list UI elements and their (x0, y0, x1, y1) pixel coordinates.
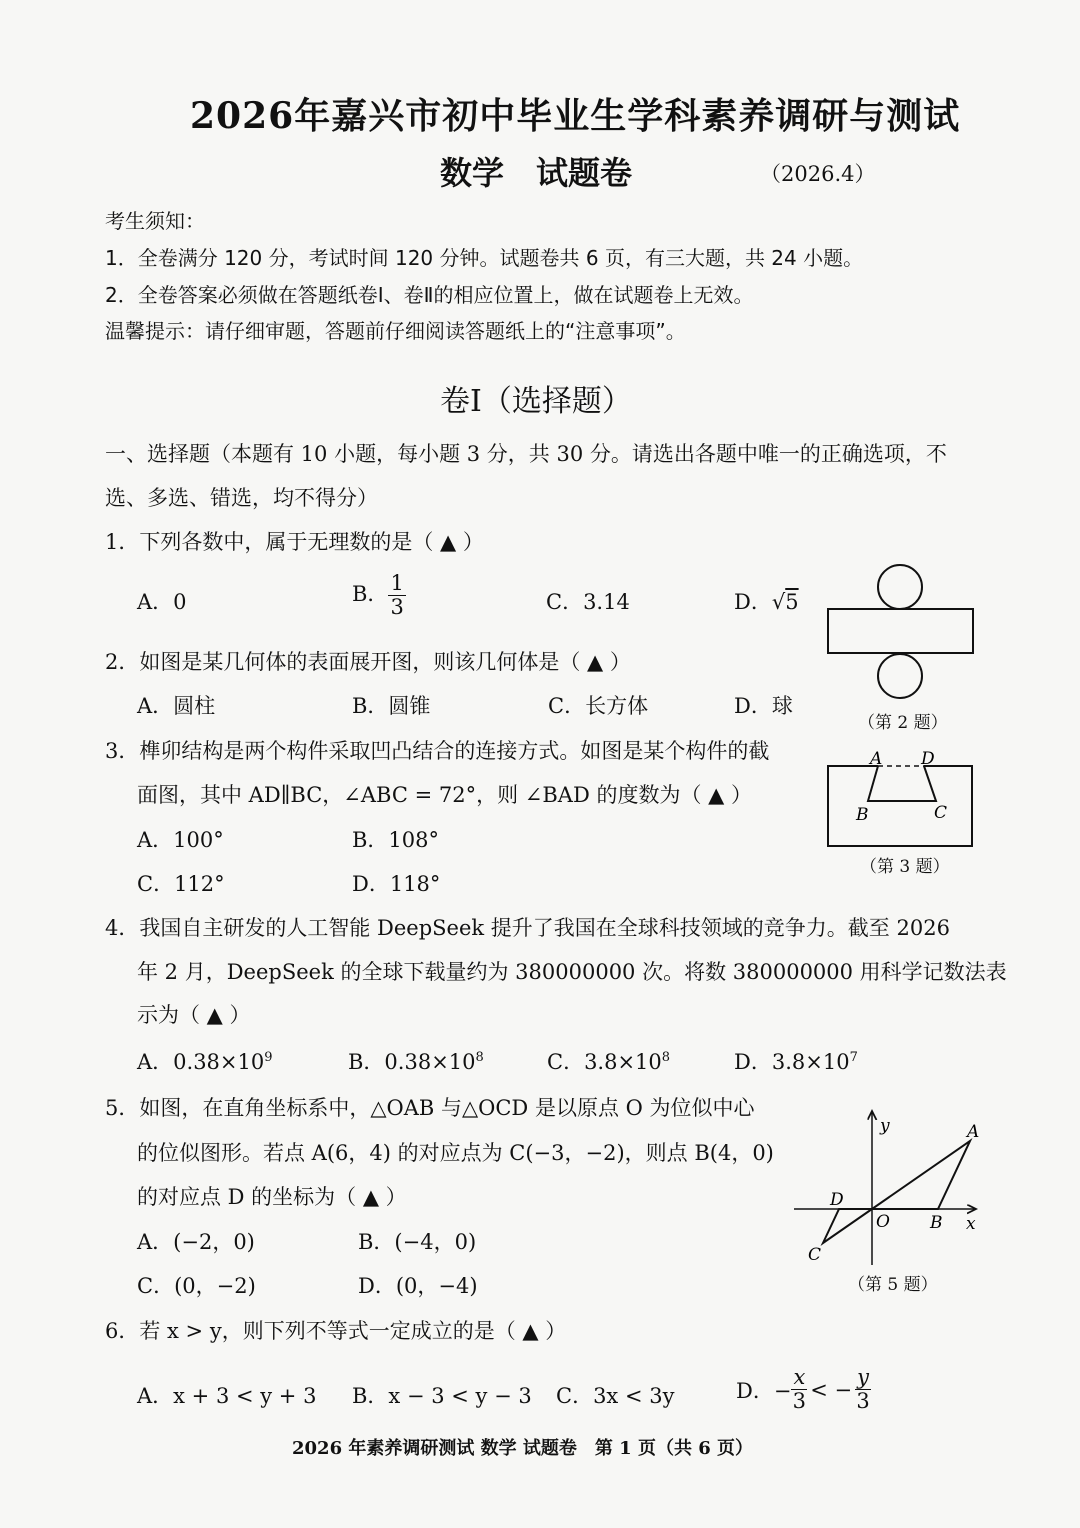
label-c: C (808, 1245, 822, 1265)
label-b: B (856, 805, 869, 825)
label-b: B (930, 1213, 943, 1233)
question-1-option-a: A．0 (137, 590, 187, 614)
label-y: y (880, 1116, 890, 1136)
fraction-denominator: 3 (792, 1389, 807, 1414)
option-d-exponent: 7 (849, 1050, 858, 1065)
question-3-caption: （第 3 题） (860, 857, 950, 877)
question-5-stem-2: 的位似图形。若点 A(6，4) 的对应点为 C(−3，−2)，则点 B(4，0) (137, 1141, 774, 1165)
fraction-numerator: 1 (390, 571, 404, 595)
question-6-option-c: C．3x < 3y (556, 1384, 675, 1408)
fraction-one-third (388, 572, 405, 619)
question-4-stem-1: 4．我国自主研发的人工智能 DeepSeek 提升了我国在全球科技领域的竞争力。截至 2026 (105, 916, 950, 940)
fraction-denominator: 3 (390, 595, 404, 620)
fraction-denominator: 3 (856, 1389, 870, 1414)
notice-heading: 考生须知： (105, 209, 205, 233)
question-5-stem-3: 的对应点 D 的坐标为（ ▲ ） (137, 1185, 407, 1209)
option-a-exponent: 9 (264, 1050, 273, 1065)
notice-tip: 温馨提示：请仔细审题，答题前仔细阅读答题纸上的“注意事项”。 (105, 319, 686, 343)
option-d-prefix: D．− (736, 1378, 792, 1403)
question-2-option-b: B．圆锥 (352, 694, 431, 718)
option-b-base: B．0.38×10 (348, 1050, 476, 1074)
question-3-option-a: A．100° (137, 828, 224, 852)
question-4-stem-2: 年 2 月，DeepSeek 的全球下载量约为 380000000 次。将数 380000000 用科学记数法表 (137, 960, 1007, 984)
fraction-numerator: y (857, 1365, 870, 1389)
triangle-ocd (823, 1209, 872, 1243)
question-5-option-d: D．(0，−4) (358, 1274, 478, 1298)
fraction-numerator: x (793, 1365, 806, 1389)
question-2-option-c: C．长方体 (548, 694, 649, 718)
option-b-prefix: B． (352, 582, 389, 607)
sqrt-radicand: 5 (785, 590, 799, 614)
label-d: D (830, 1190, 844, 1210)
page-title: 2026年嘉兴市初中毕业生学科素养调研与测试 (190, 95, 961, 137)
question-4-option-d (734, 1046, 858, 1076)
section-title: 卷Ⅰ（选择题） (440, 384, 632, 419)
question-6-option-b: B．x − 3 < y − 3 (352, 1384, 532, 1408)
question-5-caption: （第 5 题） (848, 1275, 938, 1295)
label-d: D (921, 749, 935, 769)
triangle-oab (872, 1141, 970, 1209)
question-5-option-b: B．(−4，0) (358, 1230, 477, 1254)
question-3-stem-1: 3．榫卯结构是两个构件采取凹凸结合的连接方式。如图是某个构件的截 (105, 739, 770, 763)
page-subtitle: 数学 试题卷 (440, 154, 633, 192)
question-3-option-d: D．118° (352, 872, 441, 896)
option-b-exponent: 8 (475, 1050, 484, 1065)
question-4-option-a (137, 1046, 273, 1076)
label-c: C (934, 803, 948, 823)
question-3-option-c: C．112° (137, 872, 225, 896)
label-a: A (870, 749, 883, 769)
fraction-x-over-3 (791, 1366, 807, 1413)
net-bottom-circle (878, 654, 922, 698)
question-3-stem-2: 面图，其中 AD∥BC，∠ABC = 72°，则 ∠BAD 的度数为（ ▲ ） (137, 783, 752, 807)
question-1-stem: 1．下列各数中，属于无理数的是（ ▲ ） (105, 530, 484, 554)
notice-item-2: 2．全卷答案必须做在答题纸卷Ⅰ、卷Ⅱ的相应位置上，做在试题卷上无效。 (105, 283, 754, 307)
exam-date: （2026.4） (760, 162, 876, 186)
option-d-middle: < − (810, 1377, 853, 1402)
option-c-base: C．3.8×10 (547, 1050, 662, 1074)
question-1-option-b (352, 572, 406, 619)
section-instructions-2: 选、多选、错选，均不得分） (105, 486, 378, 510)
question-6-option-a: A．x + 3 < y + 3 (137, 1384, 317, 1408)
component-outline (828, 766, 972, 846)
page-footer: 2026 年素养调研测试 数学 试题卷 第 1 页（共 6 页） (292, 1438, 754, 1459)
trapezoid-notch (868, 766, 936, 801)
label-x: x (966, 1214, 976, 1234)
question-5-option-a: A．(−2，0) (137, 1230, 255, 1254)
question-4-option-b (348, 1046, 484, 1076)
notice-item-1: 1．全卷满分 120 分，考试时间 120 分钟。试题卷共 6 页，有三大题，共 24 小题。 (105, 246, 864, 270)
net-top-circle (878, 565, 922, 609)
question-2-stem: 2．如图是某几何体的表面展开图，则该几何体是（ ▲ ） (105, 650, 631, 674)
option-c-exponent: 8 (661, 1050, 671, 1065)
label-o: O (876, 1212, 890, 1232)
question-1-option-c: C．3.14 (546, 590, 630, 614)
question-5-stem-1: 5．如图，在直角坐标系中，△OAB 与△OCD 是以原点 O 为位似中心 (105, 1096, 755, 1120)
option-d-prefix: D． (734, 590, 772, 614)
question-2-option-d: D．球 (734, 694, 793, 718)
section-instructions-1: 一、选择题（本题有 10 小题，每小题 3 分，共 30 分。请选出各题中唯一的正确选项，不 (105, 442, 947, 466)
label-a: A (967, 1122, 980, 1142)
option-d-base: D．3.8×10 (734, 1050, 850, 1074)
net-rectangle (828, 609, 973, 653)
question-4-option-c (547, 1046, 670, 1076)
question-6-stem: 6．若 x > y，则下列不等式一定成立的是（ ▲ ） (105, 1319, 567, 1343)
question-2-option-a: A．圆柱 (137, 694, 216, 718)
question-3-figure (820, 744, 980, 854)
question-5-figure (790, 1105, 990, 1270)
sqrt-icon: √ (771, 590, 786, 614)
question-2-figure (820, 560, 990, 705)
question-2-caption: （第 2 题） (858, 713, 948, 733)
question-3-option-b: B．108° (352, 828, 440, 852)
question-1-option-d (734, 586, 799, 616)
fraction-y-over-3 (855, 1366, 871, 1413)
question-5-option-c: C．(0，−2) (137, 1274, 256, 1298)
question-6-option-d (736, 1366, 871, 1413)
option-a-base: A．0.38×10 (137, 1050, 265, 1074)
question-4-stem-3: 示为（ ▲ ） (137, 1003, 251, 1027)
